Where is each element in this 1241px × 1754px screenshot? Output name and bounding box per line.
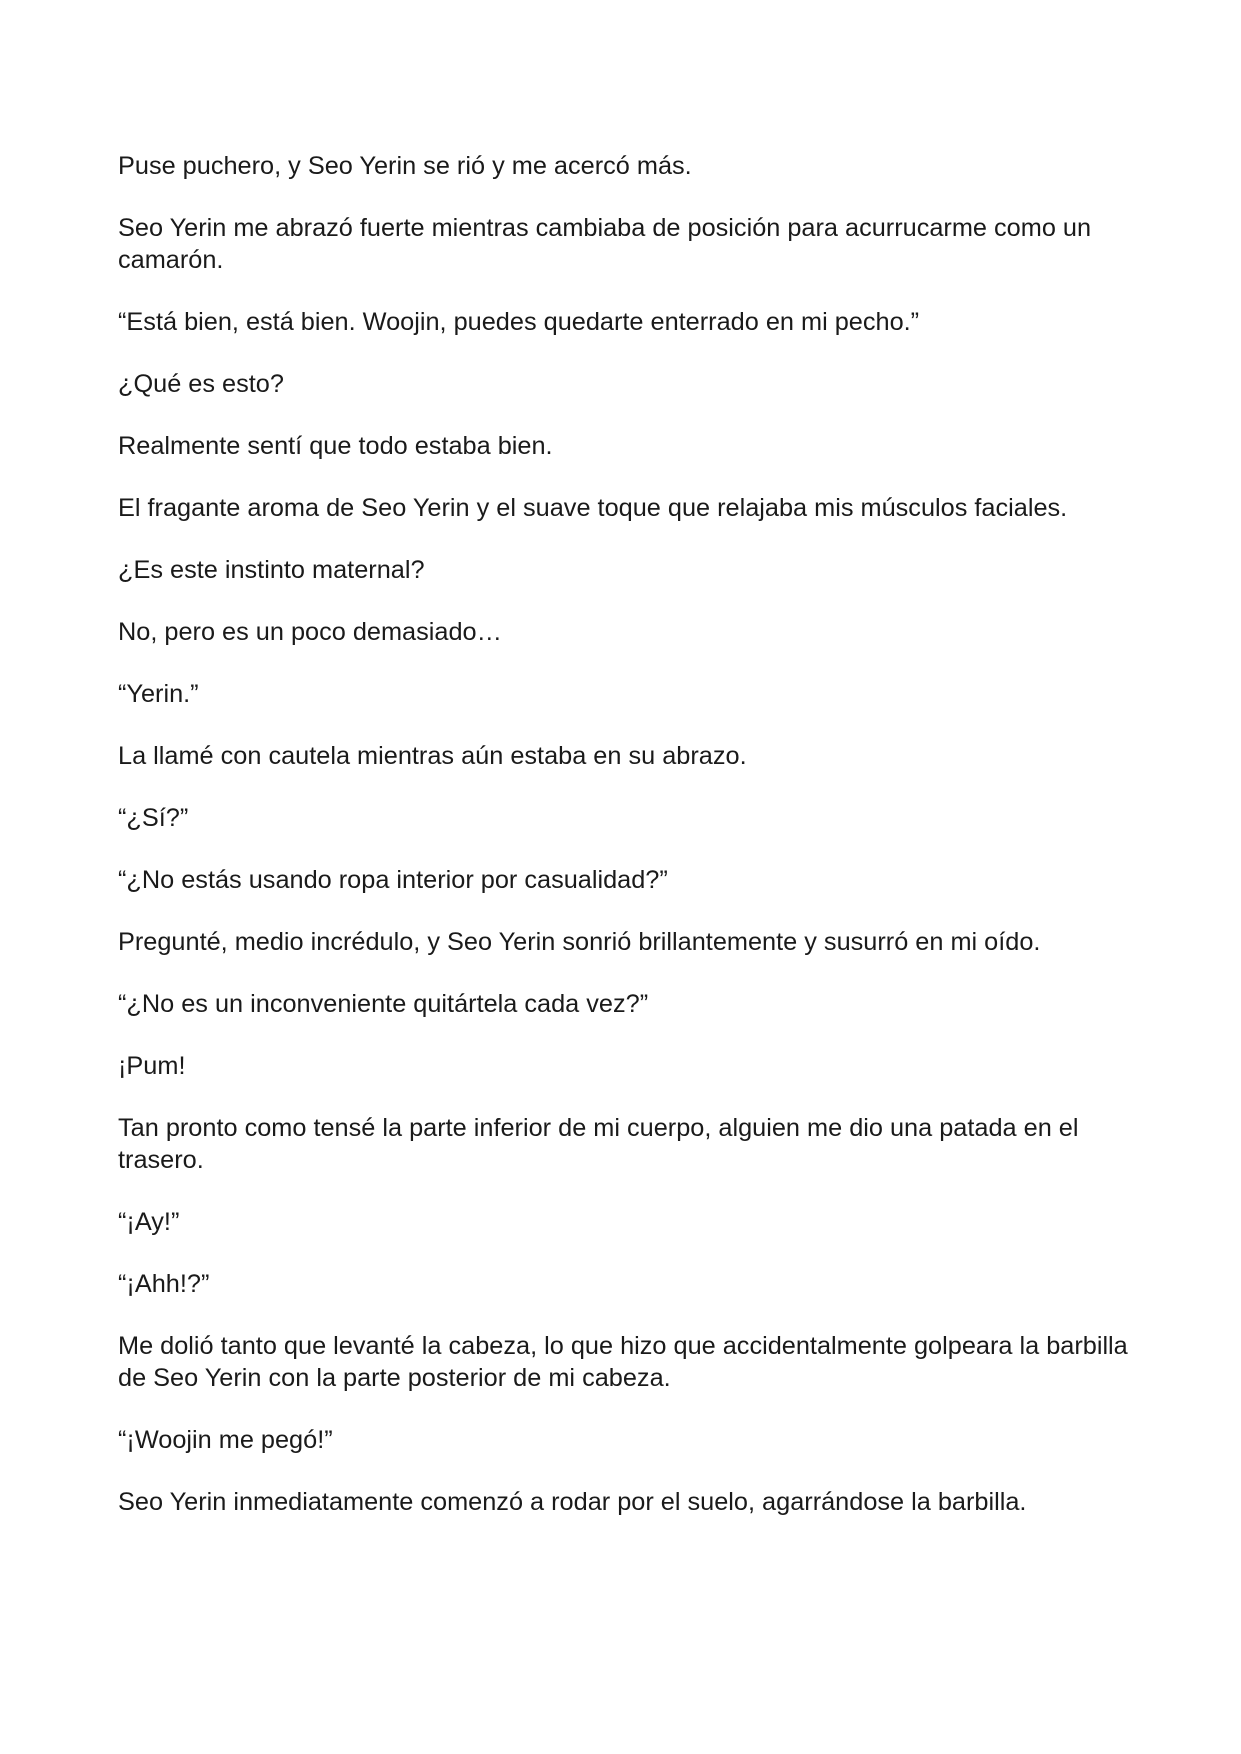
paragraph: ¿Es este instinto maternal?	[118, 556, 425, 584]
paragraph: ¿Qué es esto?	[118, 370, 284, 398]
paragraph: Tan pronto como tensé la parte inferior de mi cuerpo, alguien me dio una patada en el trasero.	[118, 1114, 1079, 1174]
paragraph: Pregunté, medio incrédulo, y Seo Yerin sonrió brillantemente y susurró en mi oído.	[118, 928, 1041, 956]
paragraph: “¡Ahh!?”	[118, 1270, 210, 1298]
paragraph: El fragante aroma de Seo Yerin y el suave toque que relajaba mis músculos faciales.	[118, 494, 1068, 522]
paragraph: “¡Ay!”	[118, 1208, 180, 1236]
paragraph: Realmente sentí que todo estaba bien.	[118, 432, 553, 460]
paragraph: “¿Sí?”	[118, 804, 189, 832]
paragraph: Puse puchero, y Seo Yerin se rió y me acercó más.	[118, 152, 692, 180]
paragraph: Me dolió tanto que levanté la cabeza, lo que hizo que accidentalmente golpeara la barbilla de Seo Yerin con la parte posterior de mi cabeza.	[118, 1332, 1128, 1392]
paragraph: Seo Yerin me abrazó fuerte mientras cambiaba de posición para acurrucarme como un camarón.	[118, 214, 1092, 274]
paragraph: La llamé con cautela mientras aún estaba en su abrazo.	[118, 742, 747, 770]
paragraph: “¿No es un inconveniente quitártela cada vez?”	[118, 990, 649, 1018]
paragraph: “¿No estás usando ropa interior por casualidad?”	[118, 866, 668, 894]
paragraph: “Está bien, está bien. Woojin, puedes quedarte enterrado en mi pecho.”	[118, 308, 920, 336]
paragraph: “Yerin.”	[118, 680, 199, 708]
paragraph: ¡Pum!	[118, 1052, 186, 1080]
paragraph: No, pero es un poco demasiado…	[118, 618, 502, 646]
paragraph: “¡Woojin me pegó!”	[118, 1426, 333, 1454]
document-body	[118, 150, 1128, 1548]
paragraph: Seo Yerin inmediatamente comenzó a rodar por el suelo, agarrándose la barbilla.	[118, 1488, 1027, 1516]
